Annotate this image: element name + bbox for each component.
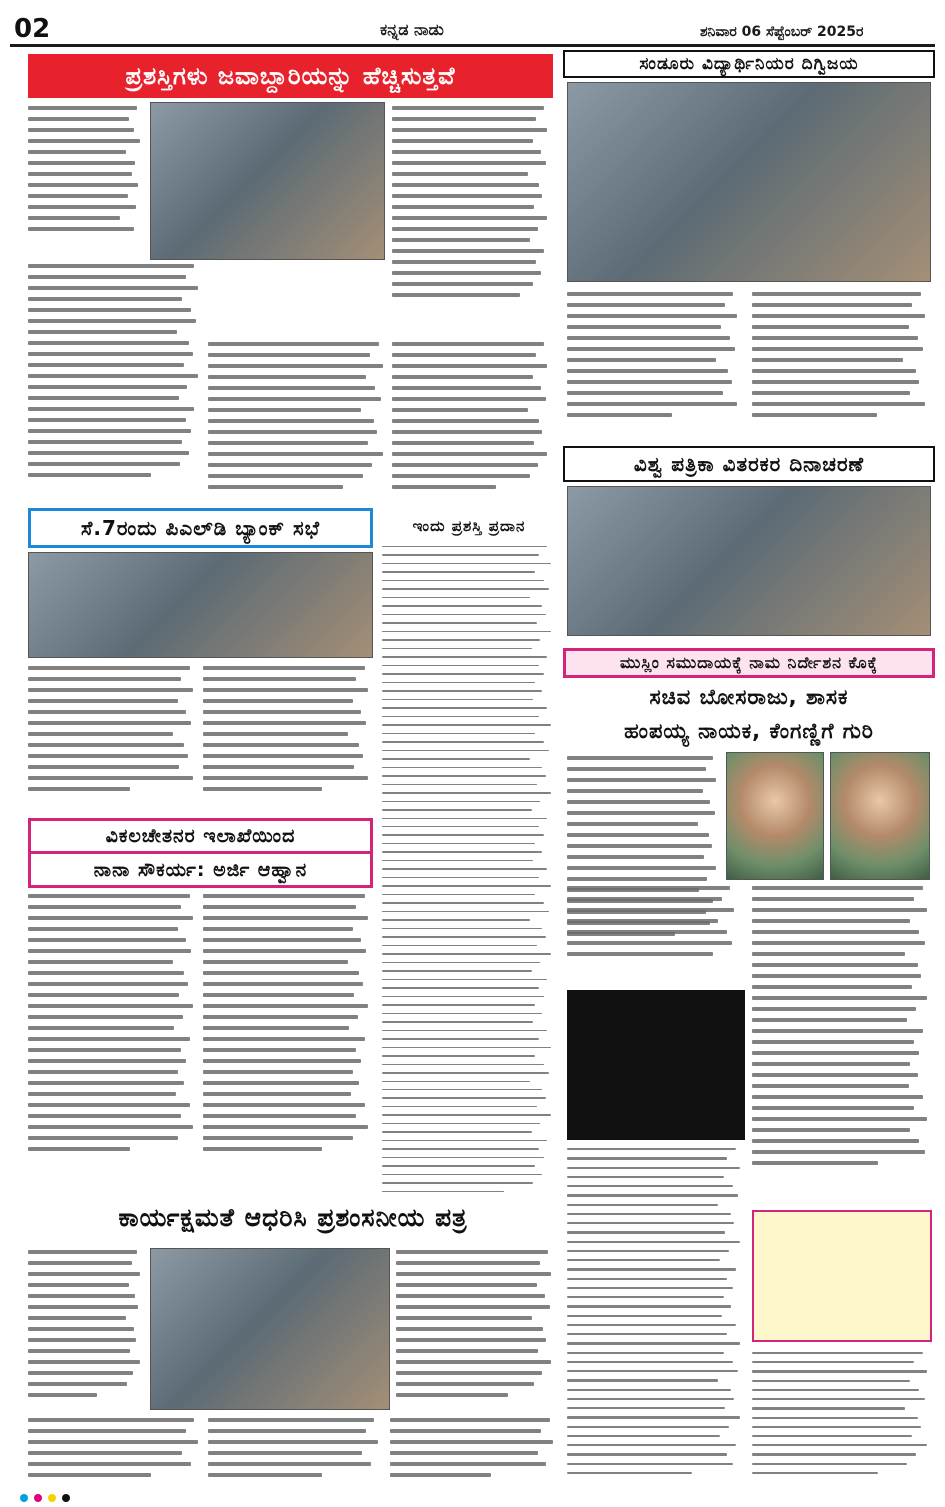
article-photo-sandur xyxy=(567,82,931,282)
headline-sandur: ಸಂಡೂರು ವಿದ್ಯಾರ್ಥಿನಿಯರ ದಿಗ್ವಿಜಯ xyxy=(563,50,935,78)
page-number: 02 xyxy=(14,14,51,44)
highlight-box xyxy=(752,1210,932,1342)
headline-awards: ಪ್ರಶಸ್ತಿಗಳು ಜವಾಬ್ದಾರಿಯನ್ನು ಹೆಚ್ಚಿಸುತ್ತವೆ xyxy=(28,54,553,98)
headline-disabled-welfare-line2: ನಾನಾ ಸೌಕರ್ಯ: ಅರ್ಜಿ ಆಹ್ವಾನ xyxy=(28,854,373,888)
article-body-distributors-col1 xyxy=(567,642,745,646)
registration-dot xyxy=(48,1494,56,1502)
headline-award-today: ಇಂದು ಪ್ರಶಸ್ತಿ ಪ್ರದಾನ xyxy=(380,512,558,540)
portrait-mla xyxy=(830,752,930,880)
print-registration-marks xyxy=(20,1494,925,1502)
article-body-certificate-col2b xyxy=(208,1416,383,1482)
article-body-muslim-col2b xyxy=(752,1350,932,1476)
headline-muslim-nomination: ಮುಸ್ಲಿಂ ಸಮುದಾಯಕ್ಕೆ ನಾಮ ನಿರ್ದೇಶನ ಕೊಕ್ಕೆ xyxy=(563,648,935,678)
article-body-sandur-col1 xyxy=(567,290,742,440)
article-body-certificate-col1 xyxy=(28,1248,143,1410)
headline-newspaper-distributors: ವಿಶ್ವ ಪತ್ರಿಕಾ ವಿತರಕರ ದಿನಾಚರಣೆ xyxy=(563,446,935,482)
masthead: ಕನ್ನಡ ನಾಡು xyxy=(380,20,444,39)
article-body-disabled-col2 xyxy=(203,892,373,1162)
article-body-awards-col3b xyxy=(392,340,552,502)
article-body-certificate-col3 xyxy=(396,1248,556,1410)
article-photo-certificate xyxy=(150,1248,390,1410)
article-body-award-today xyxy=(382,544,556,1194)
headline-disabled-welfare-line1: ವಿಕಲಚೇತನರ ಇಲಾಖೆಯಿಂದ xyxy=(28,818,373,854)
article-body-awards-col3 xyxy=(392,104,552,336)
article-body-muslim-col1b xyxy=(567,884,739,976)
article-body-awards-col1 xyxy=(28,104,143,254)
article-body-awards-col2b xyxy=(208,340,388,502)
article-body-muslim-col1c xyxy=(567,1146,745,1476)
article-body-muslim-col2 xyxy=(752,884,932,1204)
pull-quote-box xyxy=(567,990,745,1140)
header-rule xyxy=(10,44,935,47)
article-body-awards-col1b xyxy=(28,262,203,502)
registration-dot xyxy=(34,1494,42,1502)
portrait-minister xyxy=(726,752,824,880)
subheadline-line1: ಸಚಿವ ಬೋಸರಾಜು, ಶಾಸಕ xyxy=(563,680,935,714)
article-body-sandur-col2 xyxy=(752,290,930,440)
registration-dot xyxy=(62,1494,70,1502)
article-body-certificate-col3b xyxy=(390,1416,558,1482)
issue-date: ಶನಿವಾರ 06 ಸೆಪ್ಟೆಂಬರ್ 2025ರ xyxy=(700,24,864,40)
article-photo-distributors xyxy=(567,486,931,636)
headline-pld-bank: ಸೆ.7ರಂದು ಪಿಎಲ್‌ಡಿ ಬ್ಯಾಂಕ್ ಸಭೆ xyxy=(28,508,373,548)
article-body-pld-col1 xyxy=(28,664,198,800)
article-body-certificate-col1b xyxy=(28,1416,203,1482)
article-photo-awards xyxy=(150,102,385,260)
headline-performance-certificate: ಕಾರ್ಯಕ್ಷಮತೆ ಆಧರಿಸಿ ಪ್ರಶಂಸನೀಯ ಪತ್ರ xyxy=(28,1196,558,1240)
registration-dot xyxy=(20,1494,28,1502)
article-body-pld-col2 xyxy=(203,664,373,800)
article-photo-pld-bank xyxy=(28,552,373,658)
subheadline-line2: ಹಂಪಯ್ಯ ನಾಯಕ, ಕೆಂಗಣ್ಣಿಗೆ ಗುರಿ xyxy=(563,714,935,748)
article-body-disabled-col1 xyxy=(28,892,198,1162)
